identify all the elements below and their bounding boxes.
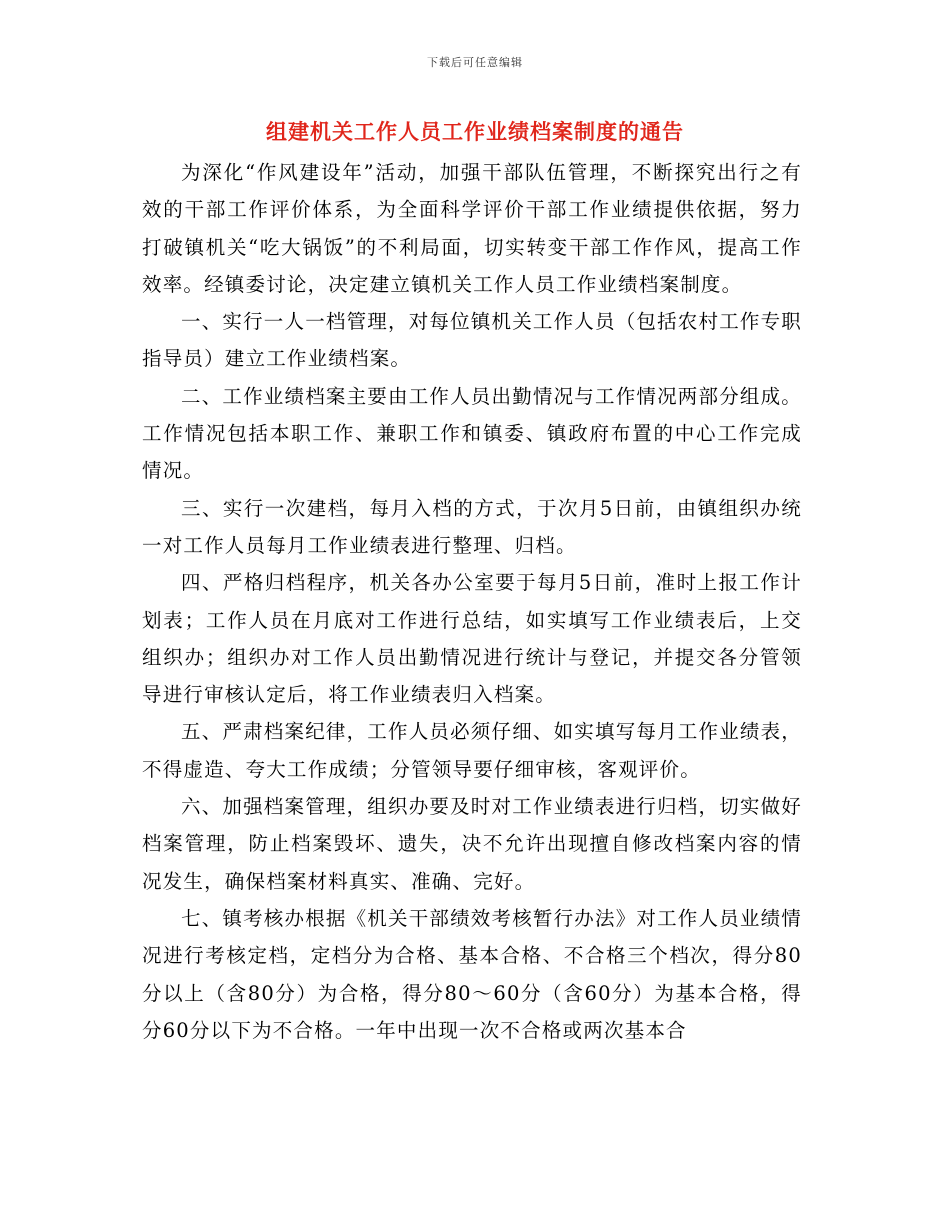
- paragraph-item-7: 七、镇考核办根据《机关干部绩效考核暂行办法》对工作人员业绩情况进行考核定档，定档分为合格、基本合格、不合格三个档次，得分80分以上（含80分）为合格，得分80～60分（含60分）为基本合格，得分60分以下为不合格。一年中出现一次不合格或两次基本合: [142, 906, 803, 1042]
- paragraph-item-1: 一、实行一人一档管理，对每位镇机关工作人员（包括农村工作专职指导员）建立工作业绩档案。: [142, 310, 803, 371]
- document-body: [142, 154, 802, 1049]
- document-title: 组建机关工作人员工作业绩档案制度的通告: [266, 119, 684, 144]
- header-note: 下载后可任意编辑: [427, 56, 523, 69]
- paragraph-intro: 为深化“作风建设年”活动，加强干部队伍管理，不断探究出行之有效的干部工作评价体系，为全面科学评价干部工作业绩提供依据，努力打破镇机关“吃大锅饭”的不利局面，切实转变干部工作作风，提高工作效率。经镇委讨论，决定建立镇机关工作人员工作业绩档案制度。: [142, 161, 802, 296]
- paragraph-item-5: 五、严肃档案纪律，工作人员必须仔细、如实填写每月工作业绩表，不得虚造、夸大工作成绩；分管领导要仔细审核，客观评价。: [142, 720, 803, 781]
- paragraph-item-4: 四、严格归档程序，机关各办公室要于每月5日前，准时上报工作计划表；工作人员在月底对工作进行总结，如实填写工作业绩表后，上交组织办；组织办对工作人员出勤情况进行统计与登记，并提交各分管领导进行审核认定后，将工作业绩表归入档案。: [142, 571, 802, 707]
- paragraph-item-6: 六、加强档案管理，组织办要及时对工作业绩表进行归档，切实做好档案管理，防止档案毁坏、遗失，决不允许出现擅自修改档案内容的情况发生，确保档案材料真实、准确、完好。: [142, 795, 803, 893]
- paragraph-item-2: 二、工作业绩档案主要由工作人员出勤情况与工作情况两部分组成。工作情况包括本职工作、兼职工作和镇委、镇政府布置的中心工作完成情况。: [142, 384, 803, 483]
- paragraph-item-3: 三、实行一次建档，每月入档的方式，于次月5日前，由镇组织办统一对工作人员每月工作业绩表进行整理、归档。: [142, 496, 802, 557]
